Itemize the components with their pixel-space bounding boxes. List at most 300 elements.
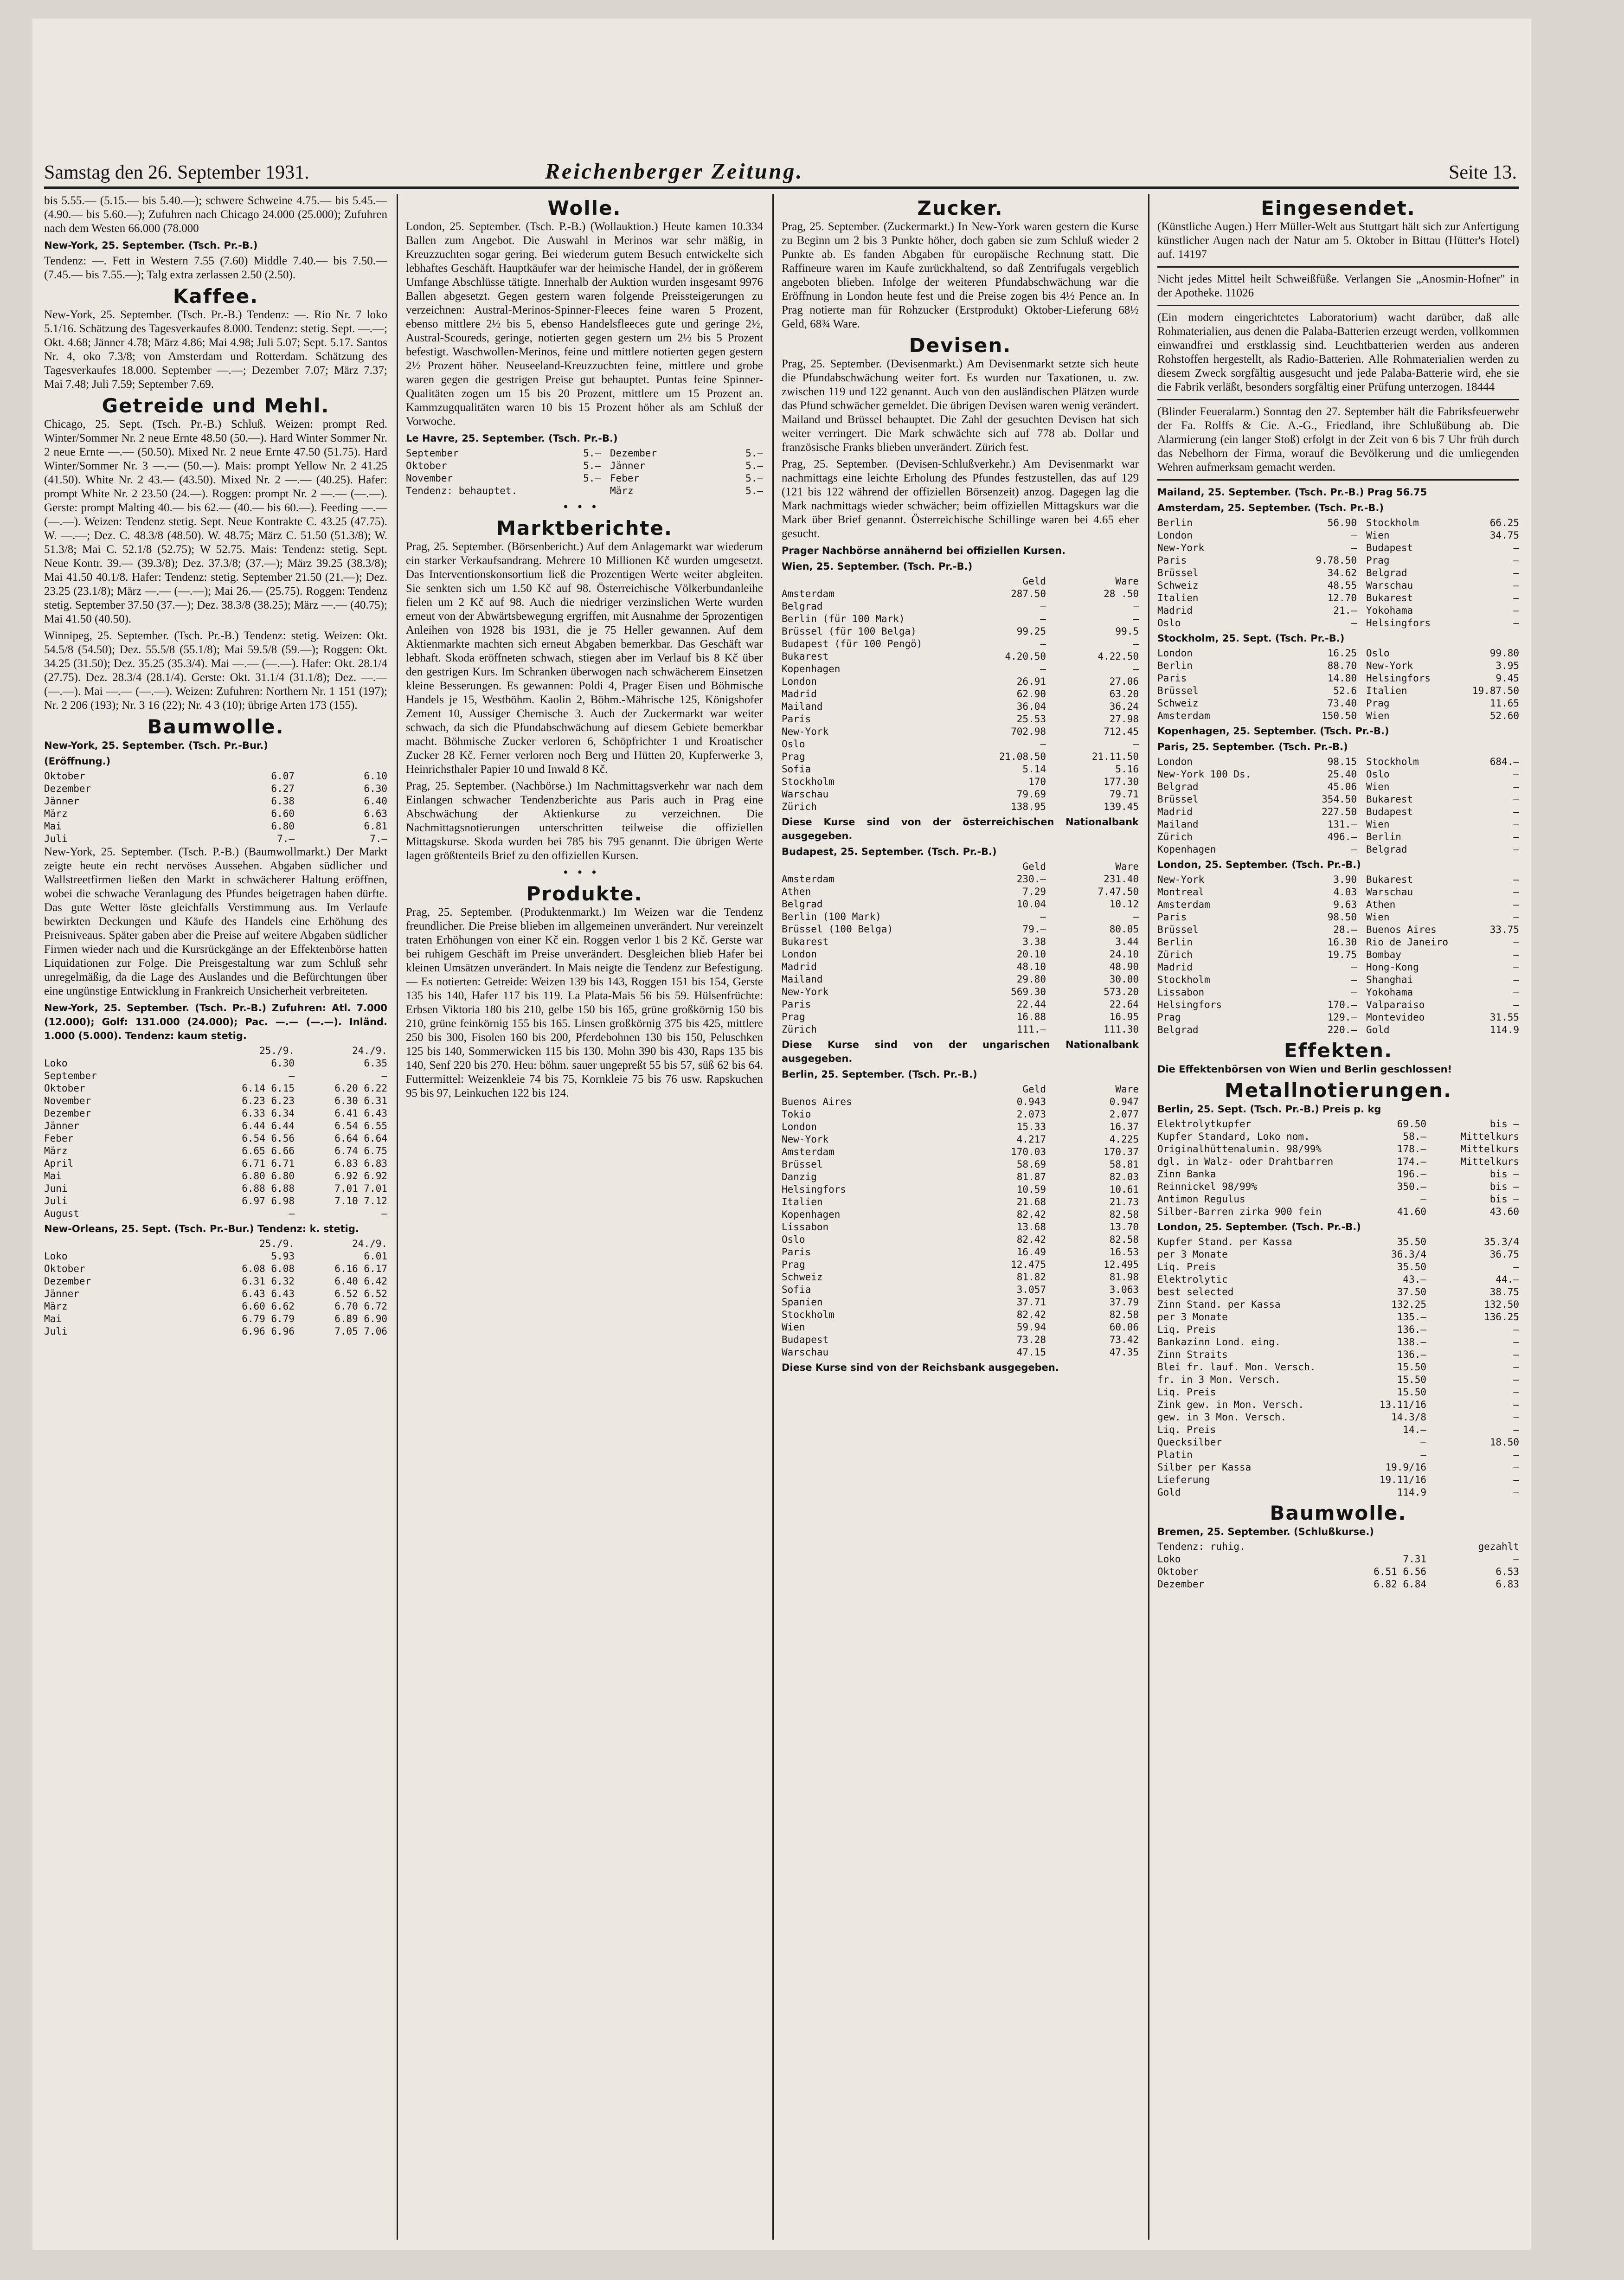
row-value: 6.83 6.83 — [334, 1158, 387, 1169]
row-value: 10.04 — [1016, 899, 1046, 910]
row-value: — — [1133, 739, 1139, 750]
price-table — [44, 1045, 387, 1220]
row-label: Berlin — [1157, 517, 1193, 528]
table-row — [44, 1325, 387, 1338]
row-value: 25.53 — [1016, 713, 1046, 725]
table-row — [1157, 1436, 1519, 1449]
row-value — [1334, 1541, 1426, 1553]
row-label: Amsterdam — [1157, 899, 1210, 910]
row-value: 170.37 — [1104, 1146, 1139, 1157]
row-value: 56.90 — [1327, 517, 1357, 528]
row-value: — — [1420, 1194, 1426, 1205]
row-label: Belgrad — [1157, 1024, 1199, 1035]
row-label: Feber — [610, 473, 640, 484]
row-value: — — [1513, 1349, 1519, 1360]
row-value: 35.50 — [1397, 1236, 1426, 1247]
row-label: New-York — [1366, 660, 1413, 671]
table-row — [1157, 660, 1519, 672]
row-value: Geld — [1022, 861, 1046, 872]
row-label: London — [1157, 530, 1193, 541]
issue-date: Samstag den 26. September 1931. — [44, 162, 309, 183]
row-value: 4.225 — [1109, 1134, 1139, 1145]
row-value: 3.38 — [1022, 936, 1046, 947]
row-value: 43.60 — [1489, 1206, 1519, 1217]
row-value: — — [1513, 1324, 1519, 1335]
row-label: New-York — [782, 726, 829, 737]
table-row — [782, 1259, 1139, 1271]
row-value: 6.74 6.75 — [334, 1145, 387, 1156]
row-value: 4.03 — [1333, 886, 1357, 898]
row-label: März — [44, 808, 68, 819]
row-value: 16.49 — [1016, 1246, 1046, 1258]
row-value: 11.65 — [1489, 698, 1519, 709]
table-row — [44, 1120, 387, 1132]
row-value: 6.40 6.42 — [334, 1276, 387, 1287]
table-row — [782, 1011, 1139, 1023]
row-value: 25.40 — [1327, 769, 1357, 780]
row-value: 6.83 — [1496, 1579, 1519, 1590]
row-value: — — [1513, 874, 1519, 885]
table-row — [1157, 1399, 1519, 1411]
row-label: Stockholm — [1366, 517, 1419, 528]
table-row — [782, 688, 1139, 700]
row-value: 82.58 — [1109, 1209, 1139, 1220]
row-value: — — [1040, 613, 1046, 624]
row-label: Rio de Janeiro — [1366, 937, 1449, 948]
row-label: Liq. Preis — [1157, 1387, 1216, 1398]
row-value: — — [1133, 613, 1139, 624]
row-value: 36.04 — [1016, 701, 1046, 712]
row-value: 6.08 6.08 — [242, 1263, 295, 1274]
row-value: 44.— — [1496, 1274, 1519, 1285]
row-label: Paris — [782, 1246, 811, 1258]
row-label: Oktober — [406, 460, 447, 471]
row-value: 6.89 6.90 — [334, 1313, 387, 1324]
row-value: — — [1351, 844, 1357, 855]
row-label: Spanien — [782, 1297, 823, 1308]
table-row — [1157, 617, 1519, 629]
row-value: 58.69 — [1016, 1159, 1046, 1170]
row-value: 111.— — [1016, 1024, 1046, 1035]
row-value: 6.41 6.43 — [334, 1108, 387, 1119]
row-label: Berlin (für 100 Mark) — [782, 613, 905, 624]
row-value: 6.70 6.72 — [334, 1301, 387, 1312]
row-value: — — [1513, 1449, 1519, 1460]
section-title-marktberichte: Marktberichte. — [496, 517, 673, 539]
row-value: 79.71 — [1109, 789, 1139, 800]
row-value: 0.947 — [1109, 1096, 1139, 1107]
row-value: 82.42 — [1016, 1309, 1046, 1320]
row-label: Silber-Barren zirka 900 fein — [1157, 1206, 1322, 1217]
row-value: 6.81 — [364, 821, 387, 832]
table-row — [782, 600, 1139, 613]
table-row — [1157, 911, 1519, 924]
row-value: 25./9. — [259, 1238, 295, 1249]
separator-dots: ••• — [563, 499, 606, 514]
table-row — [1157, 567, 1519, 579]
section-title-produkte: Produkte. — [526, 882, 643, 905]
report-heading: New-York, 25. September. (Tsch. Pr.-B.) Zufuhren: Atl. 7.000 (12.000); Golf: 131.000 (24.000); Pac. —.— (—.—). Inländ. 1.000 (5.000). Tendenz: kaum stetig. — [44, 1002, 387, 1041]
row-value: 19.11/16 — [1379, 1474, 1426, 1485]
row-value: 82.42 — [1016, 1234, 1046, 1245]
row-label: Jänner — [44, 1288, 79, 1299]
table-row — [1157, 1374, 1519, 1386]
row-value: — — [1513, 1261, 1519, 1272]
row-value: — — [1420, 1449, 1426, 1460]
table-row — [1157, 873, 1519, 886]
section-title-baumwolle-2: Baumwolle. — [1270, 1502, 1407, 1524]
table-row — [782, 713, 1139, 726]
table-row — [1157, 529, 1519, 542]
row-label: Warschau — [782, 1347, 829, 1358]
row-value: 496.— — [1327, 831, 1357, 842]
row-label: Prag — [1366, 698, 1390, 709]
row-label: Quecksilber — [1157, 1437, 1222, 1448]
row-value: 81.87 — [1016, 1171, 1046, 1182]
row-label: Amsterdam — [782, 873, 834, 885]
row-value: 196.— — [1397, 1169, 1426, 1180]
row-value: — — [1513, 1474, 1519, 1485]
table-row — [782, 1334, 1139, 1346]
row-label: Montevideo — [1366, 1012, 1425, 1023]
row-value: 15.33 — [1016, 1121, 1046, 1132]
row-label — [782, 1083, 953, 1096]
row-label: Wien — [1366, 781, 1390, 792]
row-label: Oktober — [1157, 1566, 1199, 1577]
table-row — [1157, 961, 1519, 974]
row-label: Schweiz — [1157, 698, 1199, 709]
row-label: Mailand — [782, 701, 823, 712]
article-text: bis 5.55.— (5.15.— bis 5.40.—); schwere Schweine 4.75.— bis 5.45.— (4.90.— bis 5.60.—); Zufuhren nach Chicago 24.000 (25.000); Zufuhren nach dem Westen 66.000 (78.000 — [44, 194, 387, 235]
row-value: 220.— — [1327, 1024, 1357, 1035]
table-note: Diese Kurse sind von der österreichischen Nationalbank ausgegeben. — [782, 816, 1139, 841]
row-value: 7.01 7.01 — [334, 1183, 387, 1194]
row-value: 62.90 — [1016, 688, 1046, 700]
row-label: Berlin — [1366, 831, 1401, 842]
row-value: 6.10 — [364, 771, 387, 782]
row-label: Gold — [1366, 1024, 1390, 1035]
row-value: — — [1351, 987, 1357, 998]
row-label: Bukarest — [1366, 592, 1413, 604]
table-row — [1157, 1361, 1519, 1374]
table-row — [782, 1296, 1139, 1309]
row-value: Mittelkurs — [1460, 1131, 1519, 1142]
table-row — [1157, 1248, 1519, 1261]
row-value: 99.25 — [1016, 626, 1046, 637]
row-label: Liq. Preis — [1157, 1261, 1216, 1272]
row-label: September — [406, 448, 459, 459]
row-label: Brüssel — [1157, 924, 1199, 935]
table-row — [44, 1275, 387, 1288]
table-row — [44, 1070, 387, 1082]
row-label: Budapest — [1366, 542, 1413, 553]
table-row — [782, 738, 1139, 751]
table-row — [1157, 974, 1519, 986]
row-label: Madrid — [1157, 962, 1193, 973]
row-value: 7.10 7.12 — [334, 1195, 387, 1207]
row-value: 37.71 — [1016, 1297, 1046, 1308]
row-value: 13.68 — [1016, 1221, 1046, 1233]
report-heading: Paris, 25. September. (Tsch. Pr.-B.) — [1157, 741, 1348, 752]
row-label: Mailand — [1157, 819, 1199, 830]
row-value: — — [1513, 899, 1519, 910]
row-label: Oktober — [44, 1083, 85, 1094]
row-value: Geld — [1022, 1084, 1046, 1095]
row-label: Elektrolytic — [1157, 1274, 1228, 1285]
row-label: Oslo — [782, 739, 805, 750]
row-label: Warschau — [1366, 580, 1413, 591]
masthead-title: Reichenberger Zeitung. — [545, 159, 804, 184]
row-value: bis — — [1489, 1194, 1519, 1205]
row-value: 79.69 — [1016, 789, 1046, 800]
table-row — [1157, 517, 1519, 529]
table-row — [1157, 1011, 1519, 1024]
row-value: — — [1513, 1374, 1519, 1385]
table-row — [44, 1170, 387, 1182]
table-row — [1157, 1449, 1519, 1461]
table-row — [782, 1196, 1139, 1208]
row-label: Juli — [44, 1326, 68, 1337]
row-value: 132.25 — [1391, 1299, 1426, 1310]
row-value: 131.— — [1327, 819, 1357, 830]
table-row — [1157, 1206, 1519, 1218]
notice-text: Nicht jedes Mittel heilt Schweißfüße. Verlangen Sie „Anosmin-Hofner" in der Apotheke. 11026 — [1157, 273, 1519, 299]
table-row — [782, 1221, 1139, 1233]
row-value: 48.55 — [1327, 580, 1357, 591]
row-value: — — [1513, 1399, 1519, 1410]
row-value: 6.07 — [271, 771, 295, 782]
row-value: 22.44 — [1016, 999, 1046, 1010]
row-label: Prag — [782, 1011, 805, 1022]
row-label: Madrid — [782, 961, 817, 972]
row-value: — — [1513, 769, 1519, 780]
row-value — [531, 485, 601, 497]
row-label: März — [44, 1145, 68, 1156]
table-row — [44, 1195, 387, 1207]
row-value: — — [1513, 806, 1519, 817]
section-title-getreide: Getreide und Mehl. — [102, 394, 330, 417]
page-number: Seite 13. — [1449, 162, 1517, 183]
table-row — [1157, 542, 1519, 554]
row-label: New-York — [782, 986, 829, 997]
row-value: 569.30 — [1011, 986, 1046, 997]
section-title-wolle: Wolle. — [547, 197, 622, 219]
row-value: — — [381, 1208, 387, 1219]
row-value: 170 — [1028, 776, 1046, 787]
row-value: 3.44 — [1115, 936, 1139, 947]
row-value: 5.— — [583, 460, 601, 471]
row-value: 12.495 — [1104, 1259, 1139, 1270]
row-label: Budapest — [782, 1334, 829, 1345]
row-value: 5.— — [745, 485, 763, 496]
row-label: Wien — [1366, 819, 1390, 830]
row-label: best selected — [1157, 1286, 1234, 1297]
row-value: 6.31 6.32 — [242, 1276, 295, 1287]
row-label: Belgrad — [782, 899, 823, 910]
table-row — [1157, 768, 1519, 781]
row-label: Liq. Preis — [1157, 1324, 1216, 1335]
table-row — [44, 1250, 387, 1263]
row-value: 24./9. — [352, 1045, 387, 1056]
row-label: Paris — [782, 999, 811, 1010]
row-label: Mai — [44, 1313, 62, 1324]
row-value: — — [1040, 739, 1046, 750]
row-label: November — [406, 473, 453, 484]
row-label: Loko — [44, 1058, 68, 1069]
row-value: 227.50 — [1322, 806, 1357, 817]
row-value: 34.62 — [1327, 567, 1357, 578]
row-value: 7.47.50 — [1098, 886, 1139, 897]
row-value: — — [1420, 1437, 1426, 1448]
row-label: Wien — [782, 1322, 805, 1333]
table-row — [1157, 1336, 1519, 1349]
row-value: 4.217 — [1016, 1134, 1046, 1145]
row-value: 24.10 — [1109, 949, 1139, 960]
row-value: 21.73 — [1109, 1196, 1139, 1207]
row-label: Brüssel (100 Belga) — [782, 924, 893, 935]
row-label: Liq. Preis — [1157, 1424, 1216, 1435]
table-row — [782, 973, 1139, 986]
row-value: 99.80 — [1489, 648, 1519, 659]
row-label: Lissabon — [782, 1221, 829, 1233]
row-value: 6.44 6.44 — [242, 1120, 295, 1131]
row-value: 47.15 — [1016, 1347, 1046, 1358]
table-row — [1157, 685, 1519, 697]
table-row — [782, 1183, 1139, 1196]
row-value: 29.80 — [1016, 974, 1046, 985]
row-value: 10.59 — [1016, 1184, 1046, 1195]
row-value: — — [1133, 911, 1139, 922]
notice-text: (Ein modern eingerichtetes Laboratorium) wacht darüber, daß alle Rohmaterialien, aus denen die Palaba-Batterien erzeugt werden, vollkommen einwandfrei und erstklassig sind. Leuchtbatterien werden aus anderen Rohstoffen hergestellt, als Radio-Batterien. Alle Rohmaterialien werden zu diesem Zweck sorgfältig ausgesucht und jede Palaba-Batterie wird, ehe sie die Fabrik verläßt, besonders sorgfältig einer Prüfung unterzogen. 18444 — [1157, 311, 1519, 393]
row-label: Budapest (für 100 Pengö) — [782, 638, 923, 649]
row-value: 6.79 6.79 — [242, 1313, 295, 1324]
row-value: 81.82 — [1016, 1272, 1046, 1283]
article-text: Prag, 25. September. (Zuckermarkt.) In New-York waren gestern die Kurse zu Beginn um 2 bis 3 Punkte höher, doch gaben sie zum Schluß wieder 2 Punkte ab. Es fanden Abgaben für europäische Rechnung statt. Die Raffineure waren im Kaufe zurückhaltend, so daß Zentrifugals vergeblich angeboten blieben. Infolge der weiteren Pfundabschwächung war die Eröffnung in London heute fest und die Preise zogen bis 4½ Pence an. In Prag notierte man für Rohzucker (Erstprodukt) Oktober-Lieferung 68½ Geld, 68¾ Ware. — [782, 220, 1139, 330]
row-value: 6.43 6.43 — [242, 1288, 295, 1299]
table-note: Diese Kurse sind von der ungarischen Nationalbank ausgegeben. — [782, 1039, 1139, 1064]
report-heading: Budapest, 25. September. (Tsch. Pr.-B.) — [782, 846, 997, 857]
row-value: 6.33 6.34 — [242, 1108, 295, 1119]
row-value: 287.50 — [1011, 588, 1046, 599]
row-value: 5.14 — [1022, 764, 1046, 775]
row-value: 14.80 — [1327, 673, 1357, 684]
table-row — [782, 898, 1139, 911]
row-value: — — [1513, 555, 1519, 566]
table-row — [782, 1096, 1139, 1108]
row-label: Bankazinn Lond. eing. — [1157, 1336, 1281, 1348]
table-row — [1157, 1261, 1519, 1273]
report-heading: London, 25. September. (Tsch. Pr.-B.) — [1157, 859, 1361, 870]
row-value: 174.— — [1397, 1156, 1426, 1167]
report-heading: Bremen, 25. September. (Schlußkurse.) — [1157, 1526, 1374, 1537]
column-2 — [406, 194, 763, 2240]
row-value: 21.68 — [1016, 1196, 1046, 1207]
row-label: April — [44, 1158, 74, 1169]
row-value: 88.70 — [1327, 660, 1357, 671]
table-row — [782, 763, 1139, 776]
table-row — [44, 1300, 387, 1313]
row-value: 7.— — [277, 833, 295, 844]
row-value: 135.— — [1397, 1311, 1426, 1323]
table-row — [1157, 1541, 1519, 1553]
column-rule — [1148, 194, 1149, 2240]
row-value: — — [1513, 605, 1519, 616]
row-label: London — [1157, 648, 1193, 659]
row-value: 82.03 — [1109, 1171, 1139, 1182]
table-row — [782, 1321, 1139, 1334]
table-row — [782, 861, 1139, 873]
row-value: 16.25 — [1327, 648, 1357, 659]
article-text: London, 25. September. (Tsch. P.-B.) (Wollauktion.) Heute kamen 10.334 Ballen zum Angebot. Die Auswahl in Merinos war sehr mäßig, in Kreuzzuchten sogar gering. Bei wiederum gutem Besuch entwickelte sich lebhaftes Geschäft. Hauptkäufer war der heimische Handel, der in größerem Umfange Abschlüsse tätigte. Innerhalb der Auktion wurden insgesamt 9976 Ballen abgesetzt. Gegen gestern waren folgende Preissteigerungen zu verzeichnen: Austral-Merinos-Spinner-Fleeces feine waren 5 Prozent, ebenso mittlere 2½ bis 5, ebenso Handelsfleeces gute und geringe 2½, Austral-Scoureds, geringe, notierten gegen gestern um 2½ bis 5 Prozent befestigt. Waschwollen-Merinos, feine und mittlere notierten gegen gestern 2½ Prozent höher. Neuseeland-Kreuzzuchten feine, mittlere und grobe waren gegen die gestrigen Preise gut behauptet. Puntas feine Spinner-Qualitäten zogen um 15 bis 20 Prozent, mittlere um 15 Prozent an. Kammzugqualitäten waren 10 bis 15 Prozent höher als am Schluß der Vorwoche. — [406, 220, 763, 428]
table-row — [1157, 1168, 1519, 1181]
row-value: 6.14 6.15 — [242, 1083, 295, 1094]
row-value: 6.65 6.66 — [242, 1145, 295, 1156]
row-value: — — [1513, 819, 1519, 830]
row-value: 35.50 — [1397, 1261, 1426, 1272]
row-value: — — [1513, 567, 1519, 578]
row-value: — — [1513, 1387, 1519, 1398]
row-value: 138.95 — [1011, 801, 1046, 812]
row-label: Mai — [44, 1170, 62, 1182]
row-value: — — [381, 1070, 387, 1081]
row-value: 60.06 — [1109, 1322, 1139, 1333]
row-label: Brüssel (für 100 Belga) — [782, 626, 917, 637]
notice-text: (Blinder Feueralarm.) Sonntag den 27. September hält die Fabriksfeuerwehr der Fa. Rolffs & Cie. A.-G., Friedland, ihre Schlußübung ab. Die Alarmierung (ein langer Stoß) erfolgt in der Zeit von 6 bis 7 Uhr früh durch das Nebelhorn der Firma, worauf die Bevölkerung und die umliegenden Wehren aufmerksam gemacht werden. — [1157, 405, 1519, 474]
row-value: 98.50 — [1327, 912, 1357, 923]
row-label: Yokohama — [1366, 605, 1413, 616]
table-row — [782, 936, 1139, 948]
row-label: New-York — [1157, 874, 1205, 885]
table-row — [1157, 1024, 1519, 1036]
row-value: 9.78.50 — [1316, 555, 1357, 566]
row-label: März — [610, 485, 634, 496]
row-label: Oslo — [1366, 648, 1390, 659]
row-value: 37.79 — [1109, 1297, 1139, 1308]
table-row — [44, 1288, 387, 1300]
table-row — [1157, 672, 1519, 685]
row-label: New-York — [1157, 542, 1205, 553]
row-label: Budapest — [1366, 806, 1413, 817]
table-row — [782, 1246, 1139, 1259]
section-title-baumwolle: Baumwolle. — [147, 715, 284, 738]
table-row — [44, 770, 387, 783]
row-value: — — [1513, 542, 1519, 553]
table-row — [782, 801, 1139, 813]
row-value: 73.40 — [1327, 698, 1357, 709]
price-table — [44, 1238, 387, 1338]
table-row — [782, 1271, 1139, 1284]
table-row — [1157, 1323, 1519, 1336]
report-heading: Kopenhagen, 25. September. (Tsch. Pr.-B.) — [1157, 726, 1389, 737]
table-row — [782, 751, 1139, 763]
row-value: — — [1040, 911, 1046, 922]
row-value: 6.63 — [364, 808, 387, 819]
row-label: Paris — [782, 713, 811, 725]
row-label: Elektrolytkupfer — [1157, 1118, 1252, 1130]
row-value: 21.08.50 — [999, 751, 1046, 762]
row-label: Stockholm — [1157, 974, 1210, 985]
table-row — [782, 638, 1139, 650]
section-title-metall: Metallnotierungen. — [1224, 1079, 1452, 1102]
row-value: 6.51 6.56 — [1374, 1566, 1426, 1577]
table-row — [782, 1023, 1139, 1036]
row-value: 33.75 — [1489, 924, 1519, 935]
row-value: 132.50 — [1484, 1299, 1519, 1310]
report-heading: Amsterdam, 25. September. (Tsch. Pr.-B.) — [1157, 502, 1384, 514]
row-label: Platin — [1157, 1449, 1193, 1460]
table-row — [406, 472, 763, 485]
price-table — [1157, 756, 1519, 856]
